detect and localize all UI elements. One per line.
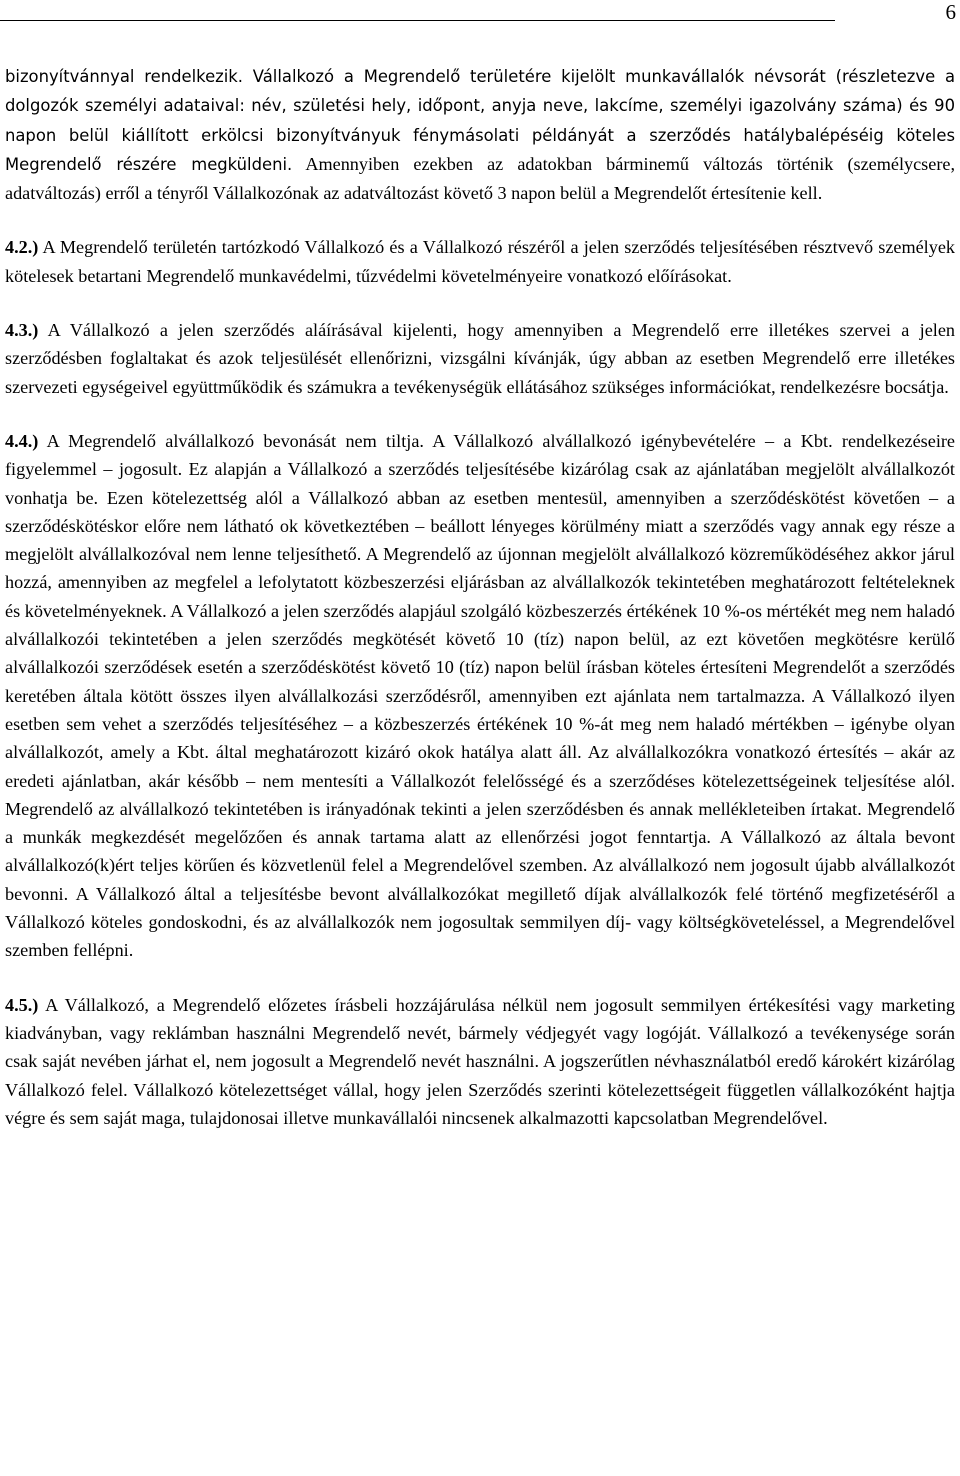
paragraph-text: Amennyiben ezekben az adatokban bárminemű változás történik (személycsere, adatváltozás) erről a tényről Vállalkozónak az adatváltozást követő 3 napon belül a Megrendelőt értesítenie kell. bbox=[5, 153, 955, 204]
paragraph-number: 4.2.) bbox=[5, 237, 39, 258]
page-number: 6 bbox=[945, 0, 956, 24]
document-body bbox=[5, 62, 955, 1132]
header-rule bbox=[0, 20, 835, 21]
paragraph-4-4 bbox=[5, 427, 955, 965]
paragraph-text: A Vállalkozó a jelen szerződés aláírásával kijelenti, hogy amennyiben a Megrendelő erre illetékes szervei a jelen szerződésben foglaltakat és azok teljesülését ellenőrizni, vizsgálni kívánják, úgy abban az esetben Megrendelő erre illetékes szervezeti egységeivel együttműködik és számukra a tevékenységük ellátásához szükséges információkat, rendelkezésre bocsátja. bbox=[5, 320, 955, 397]
paragraph-number: 4.5.) bbox=[5, 994, 39, 1015]
paragraph-4-5 bbox=[5, 991, 955, 1132]
paragraph-text: A Megrendelő alvállalkozó bevonását nem tiltja. A Vállalkozó alvállalkozó igénybevételére – a Kbt. rendelkezéseire figyelemmel – jogosult. Ez alapján a Vállalkozó a szerződés teljesítésébe kizárólag csak az ajánlatában megjelölt alvállalkozót vonhatja be. Ezen kötelezettség alól a Vállalkozó abban az esetben mentesül, amennyiben a szerződéskötést követően – a szerződéskötéskor előre nem látható ok következtében – beállott lényeges körülmény miatt a szerződés vagy annak egy része a megjelölt alvállalkozóval nem lenne teljesíthető. A Megrendelő az újonnan megjelölt alvállalkozó közreműködéséhez akkor járul hozzá, amennyiben az megfelel a lefolytatott közbeszerzési eljárásban az alvállalkozók tekintetében meghatározott feltételeknek és követelményeknek. A Vállalkozó a jelen szerződés alapjául szolgáló közbeszerzés értékének 10 %-os mértékét meg nem haladó alvállalkozói tekintetében a jelen szerződés megkötését követő 10 (tíz) napon belül, az ezt követően megkötésre kerülő alvállalkozói szerződések esetén a szerződéskötést követő 10 (tíz) napon belül írásban köteles értesíteni Megrendelőt a szerződés keretében általa kötött összes ilyen alvállalkozási szerződésről, amennyiben ezt ajánlata nem tartalmazza. A Vállalkozó ilyen esetben sem vehet a szerződés teljesítéséhez – a közbeszerzés értékének 10 %-át meg nem haladó mértékben – igénybe olyan alvállalkozót, amely a Kbt. által meghatározott kizáró okok hatálya alatt áll. Az alvállalkozókra vonatkozó értesítés – akár az eredeti ajánlatban, akár később – nem mentesíti a Vállalkozót felelősségé és a szerződéses kötelezettségeinek teljesítése alól. Megrendelő az alvállalkozó tekintetében is irányadónak tekinti a jelen szerződésben és annak mellékleteiben írtakat. Megrendelő a munkák megkezdését megelőzően és annak tartama alatt az ellenőrzési jogot fenntartja. A Vállalkozó az általa bevont alvállalkozó(k)ért teljes körűen és közvetlenül felel a Megrendelővel szemben. Az alvállalkozó nem jogosult újabb alvállalkozót bevonni. A Vállalkozó által a teljesítésbe bevont alvállalkozókat megillető díjak alvállalkozók felé történő megfizetéséről a Vállalkozó köteles gondoskodni, és az alvállalkozók nem jogosultak semmilyen díj- vagy költségköveteléssel, a Megrendelővel szemben fellépni. bbox=[5, 430, 955, 961]
paragraph-number: 4.3.) bbox=[5, 320, 39, 341]
paragraph-4-2 bbox=[5, 233, 955, 290]
paragraph-text: A Megrendelő területén tartózkodó Vállalkozó és a Vállalkozó részéről a jelen szerződés teljesítésében résztvevő személyek kötelesek betartani Megrendelő munkavédelmi, tűzvédelmi követelményeire vonatkozó előírásokat. bbox=[5, 237, 955, 286]
paragraph-4-3 bbox=[5, 316, 955, 401]
paragraph-sans-text: bizonyítvánnyal rendelkezik. Vállalkozó a Megrendelő területére kijelölt munkavállalók névsorát (részletezve a dolgozók személyi adataival: név, születési hely, időpont, anyja neve, lakcíme, személyi igazolvány száma) és 90 napon belül kiállított erkölcsi bizonyítványuk fénymásolati példányát a szerződés hatálybalépéséig köteles Megrendelő részére megküldeni. bbox=[5, 67, 955, 174]
paragraph-number: 4.4.) bbox=[5, 430, 39, 451]
paragraph-text: A Vállalkozó, a Megrendelő előzetes írásbeli hozzájárulása nélkül nem jogosult semmilyen értékesítési vagy marketing kiadványban, vagy reklámban használni Megrendelő nevét, bármely védjegyét vagy logóját. Vállalkozó a tevékenysége során csak saját nevében járhat el, nem jogosult a Megrendelő nevét használni. A jogszerűtlen névhasználatból eredő károkért kizárólag Vállalkozó felel. Vállalkozó kötelezettséget vállal, hogy jelen Szerződés szerinti kötelezettségeit független vállalkozóként hajtja végre és sem saját maga, tulajdonosai illetve munkavállalói nincsenek alkalmazotti kapcsolatban Megrendelővel. bbox=[5, 994, 955, 1128]
paragraph-continuation bbox=[5, 62, 955, 207]
